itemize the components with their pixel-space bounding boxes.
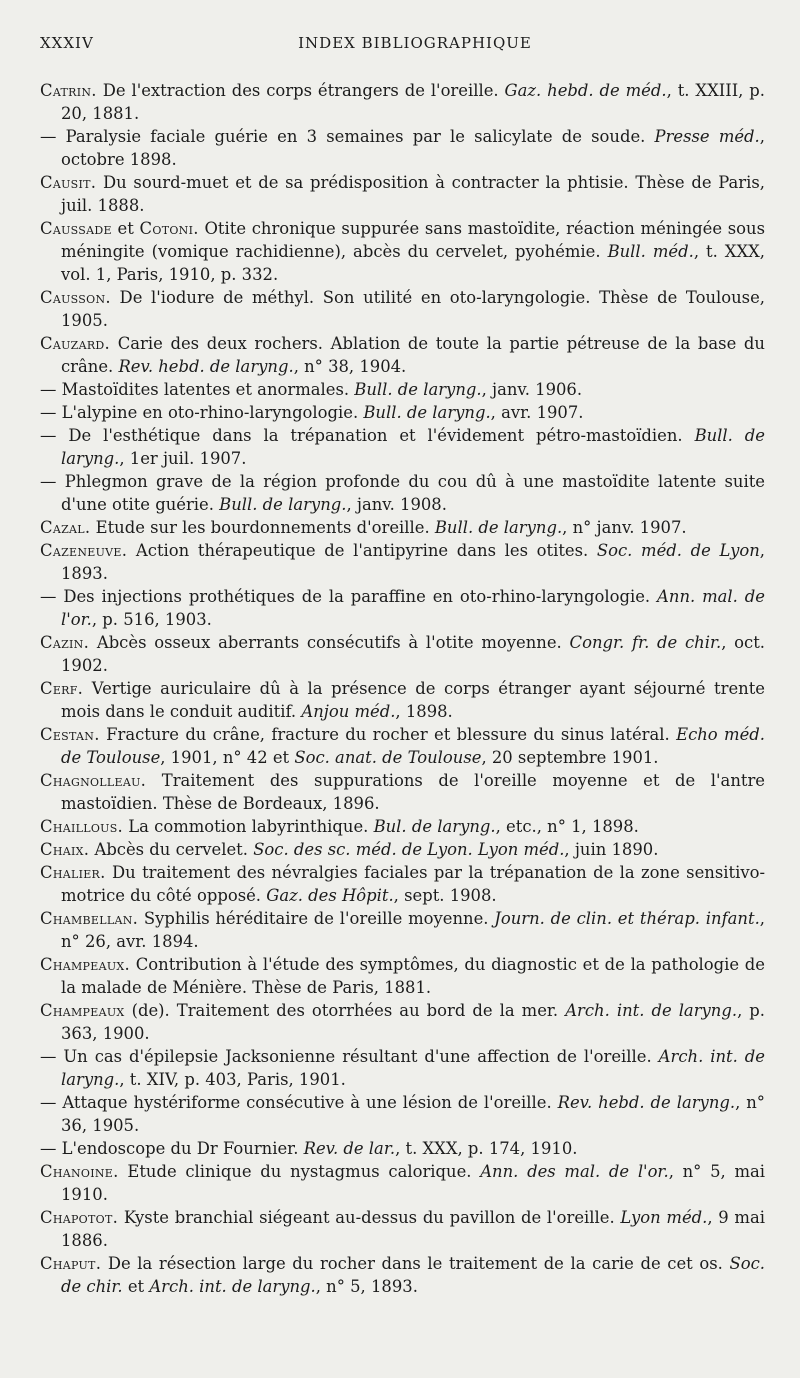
entry-journal: Soc. anat. de Toulouse — [294, 748, 482, 767]
entry-text: L'alypine en oto-rhino-laryngologie. — [61, 403, 364, 422]
entry-text: Phlegmon grave de la région profonde du cou dû à une mastoïdite latente suite d'une otite guérie. — [61, 472, 765, 514]
entry-text: , juin 1890. — [564, 840, 659, 859]
entry-text: De l'esthétique dans la trépanation et l'évidement pétro-mastoïdien. — [68, 426, 695, 445]
bibliography-entry — [40, 953, 765, 999]
bibliography-entry — [40, 999, 765, 1045]
page-number: XXXIV — [40, 34, 94, 52]
bibliography-entry — [40, 1252, 765, 1298]
entry-continuation-dash: — — [40, 1093, 63, 1112]
entry-text: La commotion labyrinthique. — [123, 817, 374, 836]
entry-author: Causson. — [40, 288, 111, 307]
entry-text: , 1898. — [395, 702, 453, 721]
entry-text: De la résection large du rocher dans le traitement de la carie de cet os. — [101, 1254, 730, 1273]
entry-text: Paralysie faciale guérie en 3 semaines par le salicylate de soude. — [65, 127, 655, 146]
entry-journal: Bul. de laryng. — [373, 817, 496, 836]
bibliography-entry — [40, 1045, 765, 1091]
entry-author: Cazin. — [40, 633, 90, 652]
entry-text: Un cas d'épilepsie Jacksonienne résultant d'une affection de l'oreille. — [63, 1047, 659, 1066]
bibliography-entry — [40, 286, 765, 332]
entry-journal: Congr. fr. de chir. — [569, 633, 722, 652]
entry-text: et — [122, 1277, 150, 1296]
entry-author: Caussade — [40, 219, 112, 238]
entry-text: Cotoni. — [139, 219, 199, 238]
entry-author: Cauzard. — [40, 334, 111, 353]
entry-text: , n° janv. 1907. — [562, 518, 687, 537]
entry-journal: Bull. de laryng. — [434, 518, 563, 537]
entry-text: Contribution à l'étude des symptômes, du diagnostic et de la pathologie de la malade de Ménière. Thèse de Paris, 1881. — [61, 955, 765, 997]
entry-text: Du sourd-muet et de sa prédisposition à contracter la phtisie. Thèse de Paris, juil. 1888. — [61, 173, 765, 215]
entry-text: , 9 mai 1886. — [61, 1208, 765, 1250]
entry-journal: Soc. des sc. méd. de Lyon. Lyon méd. — [253, 840, 565, 859]
bibliography-entry — [40, 171, 765, 217]
entry-text: Abcès osseux aberrants consécutifs à l'otite moyenne. — [89, 633, 570, 652]
entry-author: Chaix. — [40, 840, 90, 859]
running-title: INDEX BIBLIOGRAPHIQUE — [298, 34, 532, 52]
entry-journal: Bull. de laryng. — [219, 495, 347, 514]
entry-text: , n° 5, mai 1910. — [61, 1162, 766, 1204]
entry-author: Chaillous. — [40, 817, 124, 836]
entry-text: Abcès du cervelet. — [89, 840, 254, 859]
entry-text: , n° 5, 1893. — [315, 1277, 418, 1296]
bibliography-entry — [40, 677, 765, 723]
page-header — [40, 34, 760, 58]
entry-text: Des injections prothétiques de la paraffine en oto-rhino-laryngologie. — [63, 587, 658, 606]
entry-author: Cestan. — [40, 725, 100, 744]
entry-journal: Bull. de laryng. — [61, 426, 765, 468]
entry-text: (de). Traitement des otorrhées au bord de la mer. — [124, 1001, 566, 1020]
entry-text: De l'iodure de méthyl. Son utilité en oto-laryngologie. Thèse de Toulouse, 1905. — [61, 288, 765, 330]
entry-author: Champeaux. — [40, 955, 131, 974]
entry-author: Cazeneuve. — [40, 541, 128, 560]
entry-journal: Lyon méd. — [620, 1208, 708, 1227]
entry-journal: Anjou méd. — [301, 702, 396, 721]
entry-journal: Rev. hebd. de laryng. — [557, 1093, 736, 1112]
entry-text: , n° 36, 1905. — [61, 1093, 765, 1135]
entry-journal: Ann. mal. de l'or. — [61, 587, 765, 629]
bibliography-entry — [40, 424, 765, 470]
entry-journal: Bull. de laryng. — [354, 380, 482, 399]
entry-journal: Journ. de clin. et thérap. infant. — [494, 909, 760, 928]
bibliography-entry — [40, 217, 765, 286]
entry-text: , 1893. — [61, 541, 765, 583]
entry-journal: Gaz. des Hôpit. — [266, 886, 394, 905]
entry-text: Carie des deux rochers. Ablation de toute la partie pétreuse de la base du crâne. — [61, 334, 765, 376]
bibliography-entry — [40, 401, 765, 424]
entry-text: , janv. 1908. — [346, 495, 447, 514]
entry-author: Chambellan. — [40, 909, 139, 928]
entry-text: , etc., n° 1, 1898. — [495, 817, 639, 836]
bibliography-list — [40, 79, 765, 1298]
bibliography-entry — [40, 723, 765, 769]
entry-text: , octobre 1898. — [61, 127, 765, 169]
entry-text: De l'extraction des corps étrangers de l'oreille. — [96, 81, 505, 100]
entry-journal: Bull. de laryng. — [363, 403, 491, 422]
entry-text: , p. 516, 1903. — [91, 610, 212, 629]
entry-author: Chapotot. — [40, 1208, 119, 1227]
entry-text: , t. XXX, vol. 1, Paris, 1910, p. 332. — [61, 242, 765, 284]
entry-journal: Soc. de chir. — [61, 1254, 765, 1296]
bibliography-entry — [40, 907, 765, 953]
entry-text: Attaque hystériforme consécutive à une lésion de l'oreille. — [62, 1093, 558, 1112]
entry-text: Fracture du crâne, fracture du rocher et blessure du sinus latéral. — [99, 725, 677, 744]
entry-continuation-dash: — — [40, 1139, 62, 1158]
bibliography-entry — [40, 1160, 765, 1206]
entry-journal: Rev. de lar. — [303, 1139, 396, 1158]
entry-journal: Bull. méd. — [607, 242, 694, 261]
bibliography-entry — [40, 539, 765, 585]
bibliography-entry — [40, 838, 765, 861]
entry-continuation-dash: — — [40, 403, 62, 422]
entry-continuation-dash: — — [40, 426, 69, 445]
entry-author: Causit. — [40, 173, 97, 192]
entry-continuation-dash: — — [40, 587, 64, 606]
bibliography-entry — [40, 815, 765, 838]
bibliography-entry — [40, 378, 765, 401]
bibliography-entry — [40, 1137, 765, 1160]
entry-text: et — [111, 219, 140, 238]
entry-text: , oct. 1902. — [61, 633, 766, 675]
entry-text: Traitement des suppurations de l'oreille moyenne et de l'antre mastoïdien. Thèse de Bordeaux, 1896. — [61, 771, 765, 813]
entry-author: Catrin. — [40, 81, 97, 100]
entry-journal: Rev. hebd. de laryng. — [118, 357, 294, 376]
entry-text: , janv. 1906. — [481, 380, 583, 399]
entry-text: , t. XIV, p. 403, Paris, 1901. — [119, 1070, 346, 1089]
entry-text: Otite chronique suppurée sans mastoïdite, réaction méningée sous méningite (vomique rachidienne), abcès du cervelet, pyohémie. — [61, 219, 765, 261]
entry-continuation-dash: — — [40, 472, 65, 491]
entry-text: Action thérapeutique de l'antipyrine dans les otites. — [127, 541, 597, 560]
bibliography-entry — [40, 332, 765, 378]
bibliography-entry — [40, 631, 765, 677]
entry-author: Cazal. — [40, 518, 91, 537]
entry-text: , 1er juil. 1907. — [119, 449, 247, 468]
bibliography-entry — [40, 1206, 765, 1252]
entry-text: , n° 38, 1904. — [293, 357, 407, 376]
bibliography-entry — [40, 769, 765, 815]
entry-journal: Gaz. hebd. de méd. — [504, 81, 667, 100]
entry-author: Chagnolleau. — [40, 771, 147, 790]
bibliography-entry — [40, 470, 765, 516]
entry-text: , sept. 1908. — [393, 886, 497, 905]
bibliography-entry — [40, 79, 765, 125]
entry-journal: Arch. int. de laryng. — [149, 1277, 316, 1296]
entry-text: Mastoïdites latentes et anormales. — [61, 380, 355, 399]
bibliography-entry — [40, 516, 765, 539]
entry-continuation-dash: — — [40, 127, 66, 146]
entry-text: , avr. 1907. — [490, 403, 584, 422]
entry-text: Kyste branchial siégeant au-dessus du pavillon de l'oreille. — [118, 1208, 621, 1227]
entry-text: L'endoscope du Dr Fournier. — [61, 1139, 304, 1158]
entry-journal: Presse méd. — [654, 127, 760, 146]
bibliography-entry — [40, 125, 765, 171]
entry-continuation-dash: — — [40, 1047, 64, 1066]
entry-journal: Ann. des mal. de l'or. — [480, 1162, 669, 1181]
entry-journal: Arch. int. de laryng. — [565, 1001, 738, 1020]
entry-journal: Echo méd. de Toulouse — [61, 725, 765, 767]
entry-text: , n° 26, avr. 1894. — [61, 909, 765, 951]
entry-author: Cerf. — [40, 679, 84, 698]
entry-text: Vertige auriculaire dû à la présence de corps étranger ayant séjourné trente mois dans le conduit auditif. — [61, 679, 765, 721]
entry-text: Etude sur les bourdonnements d'oreille. — [90, 518, 435, 537]
entry-text: Syphilis héréditaire de l'oreille moyenne. — [138, 909, 495, 928]
entry-author: Chanoine. — [40, 1162, 119, 1181]
bibliography-entry — [40, 1091, 765, 1137]
entry-text: , t. XXX, p. 174, 1910. — [395, 1139, 578, 1158]
entry-text: , p. 363, 1900. — [61, 1001, 766, 1043]
entry-text: , 20 septembre 1901. — [481, 748, 659, 767]
entry-journal: Arch. int. de laryng. — [61, 1047, 765, 1089]
bibliography-entry — [40, 585, 765, 631]
entry-text: , t. XXIII, p. 20, 1881. — [61, 81, 765, 123]
entry-text: Etude clinique du nystagmus calorique. — [118, 1162, 481, 1181]
entry-author: Chalier. — [40, 863, 106, 882]
entry-author: Chaput. — [40, 1254, 102, 1273]
entry-text: , 1901, n° 42 et — [160, 748, 295, 767]
bibliography-entry — [40, 861, 765, 907]
entry-journal: Soc. méd. de Lyon — [596, 541, 760, 560]
entry-text: Du traitement des névralgies faciales par la trépanation de la zone sensitivo-motrice du côté opposé. — [61, 863, 765, 905]
entry-continuation-dash: — — [40, 380, 62, 399]
entry-author: Champeaux — [40, 1001, 125, 1020]
